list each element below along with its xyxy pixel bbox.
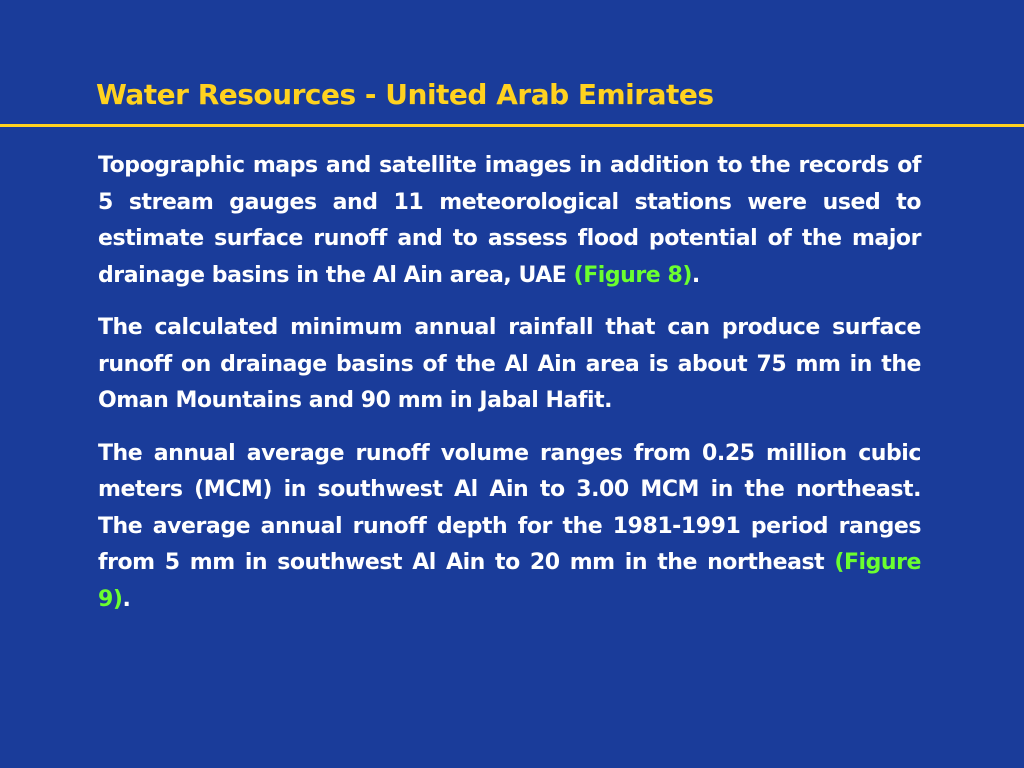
paragraph-tail: . <box>122 586 131 612</box>
figure-9-reference: (Figure 9) <box>98 550 921 612</box>
paragraph-text: The annual average runoff volume ranges from 0.25 million cubic meters (MCM) in southwest Al Ain to 3.00 MCM in the northeast. The average annual runoff depth for the 1981-1991 period ranges from 5 mm in southwest Al Ain to 20 mm in the northeast <box>98 440 921 575</box>
paragraph-minimum-rainfall <box>98 310 921 420</box>
paragraph-text: The calculated minimum annual rainfall that can produce surface runoff on drainage basins of the Al Ain area is about 75 mm in the Oman Mountains and 90 mm in Jabal Hafit. <box>98 315 921 413</box>
paragraph-tail: . <box>691 262 700 288</box>
paragraph-runoff-volume <box>98 436 921 619</box>
figure-8-reference: (Figure 8) <box>573 262 692 288</box>
slide-body <box>98 148 921 634</box>
title-underline-rule <box>0 124 1024 127</box>
paragraph-text: Topographic maps and satellite images in addition to the records of 5 stream gauges and 11 meteorological stations were used to estimate surface runoff and to assess flood potential of the major drainage basins in the Al Ain area, UAE <box>98 153 921 288</box>
paragraph-topographic-maps <box>98 148 921 294</box>
slide-title: Water Resources - United Arab Emirates <box>96 78 714 111</box>
